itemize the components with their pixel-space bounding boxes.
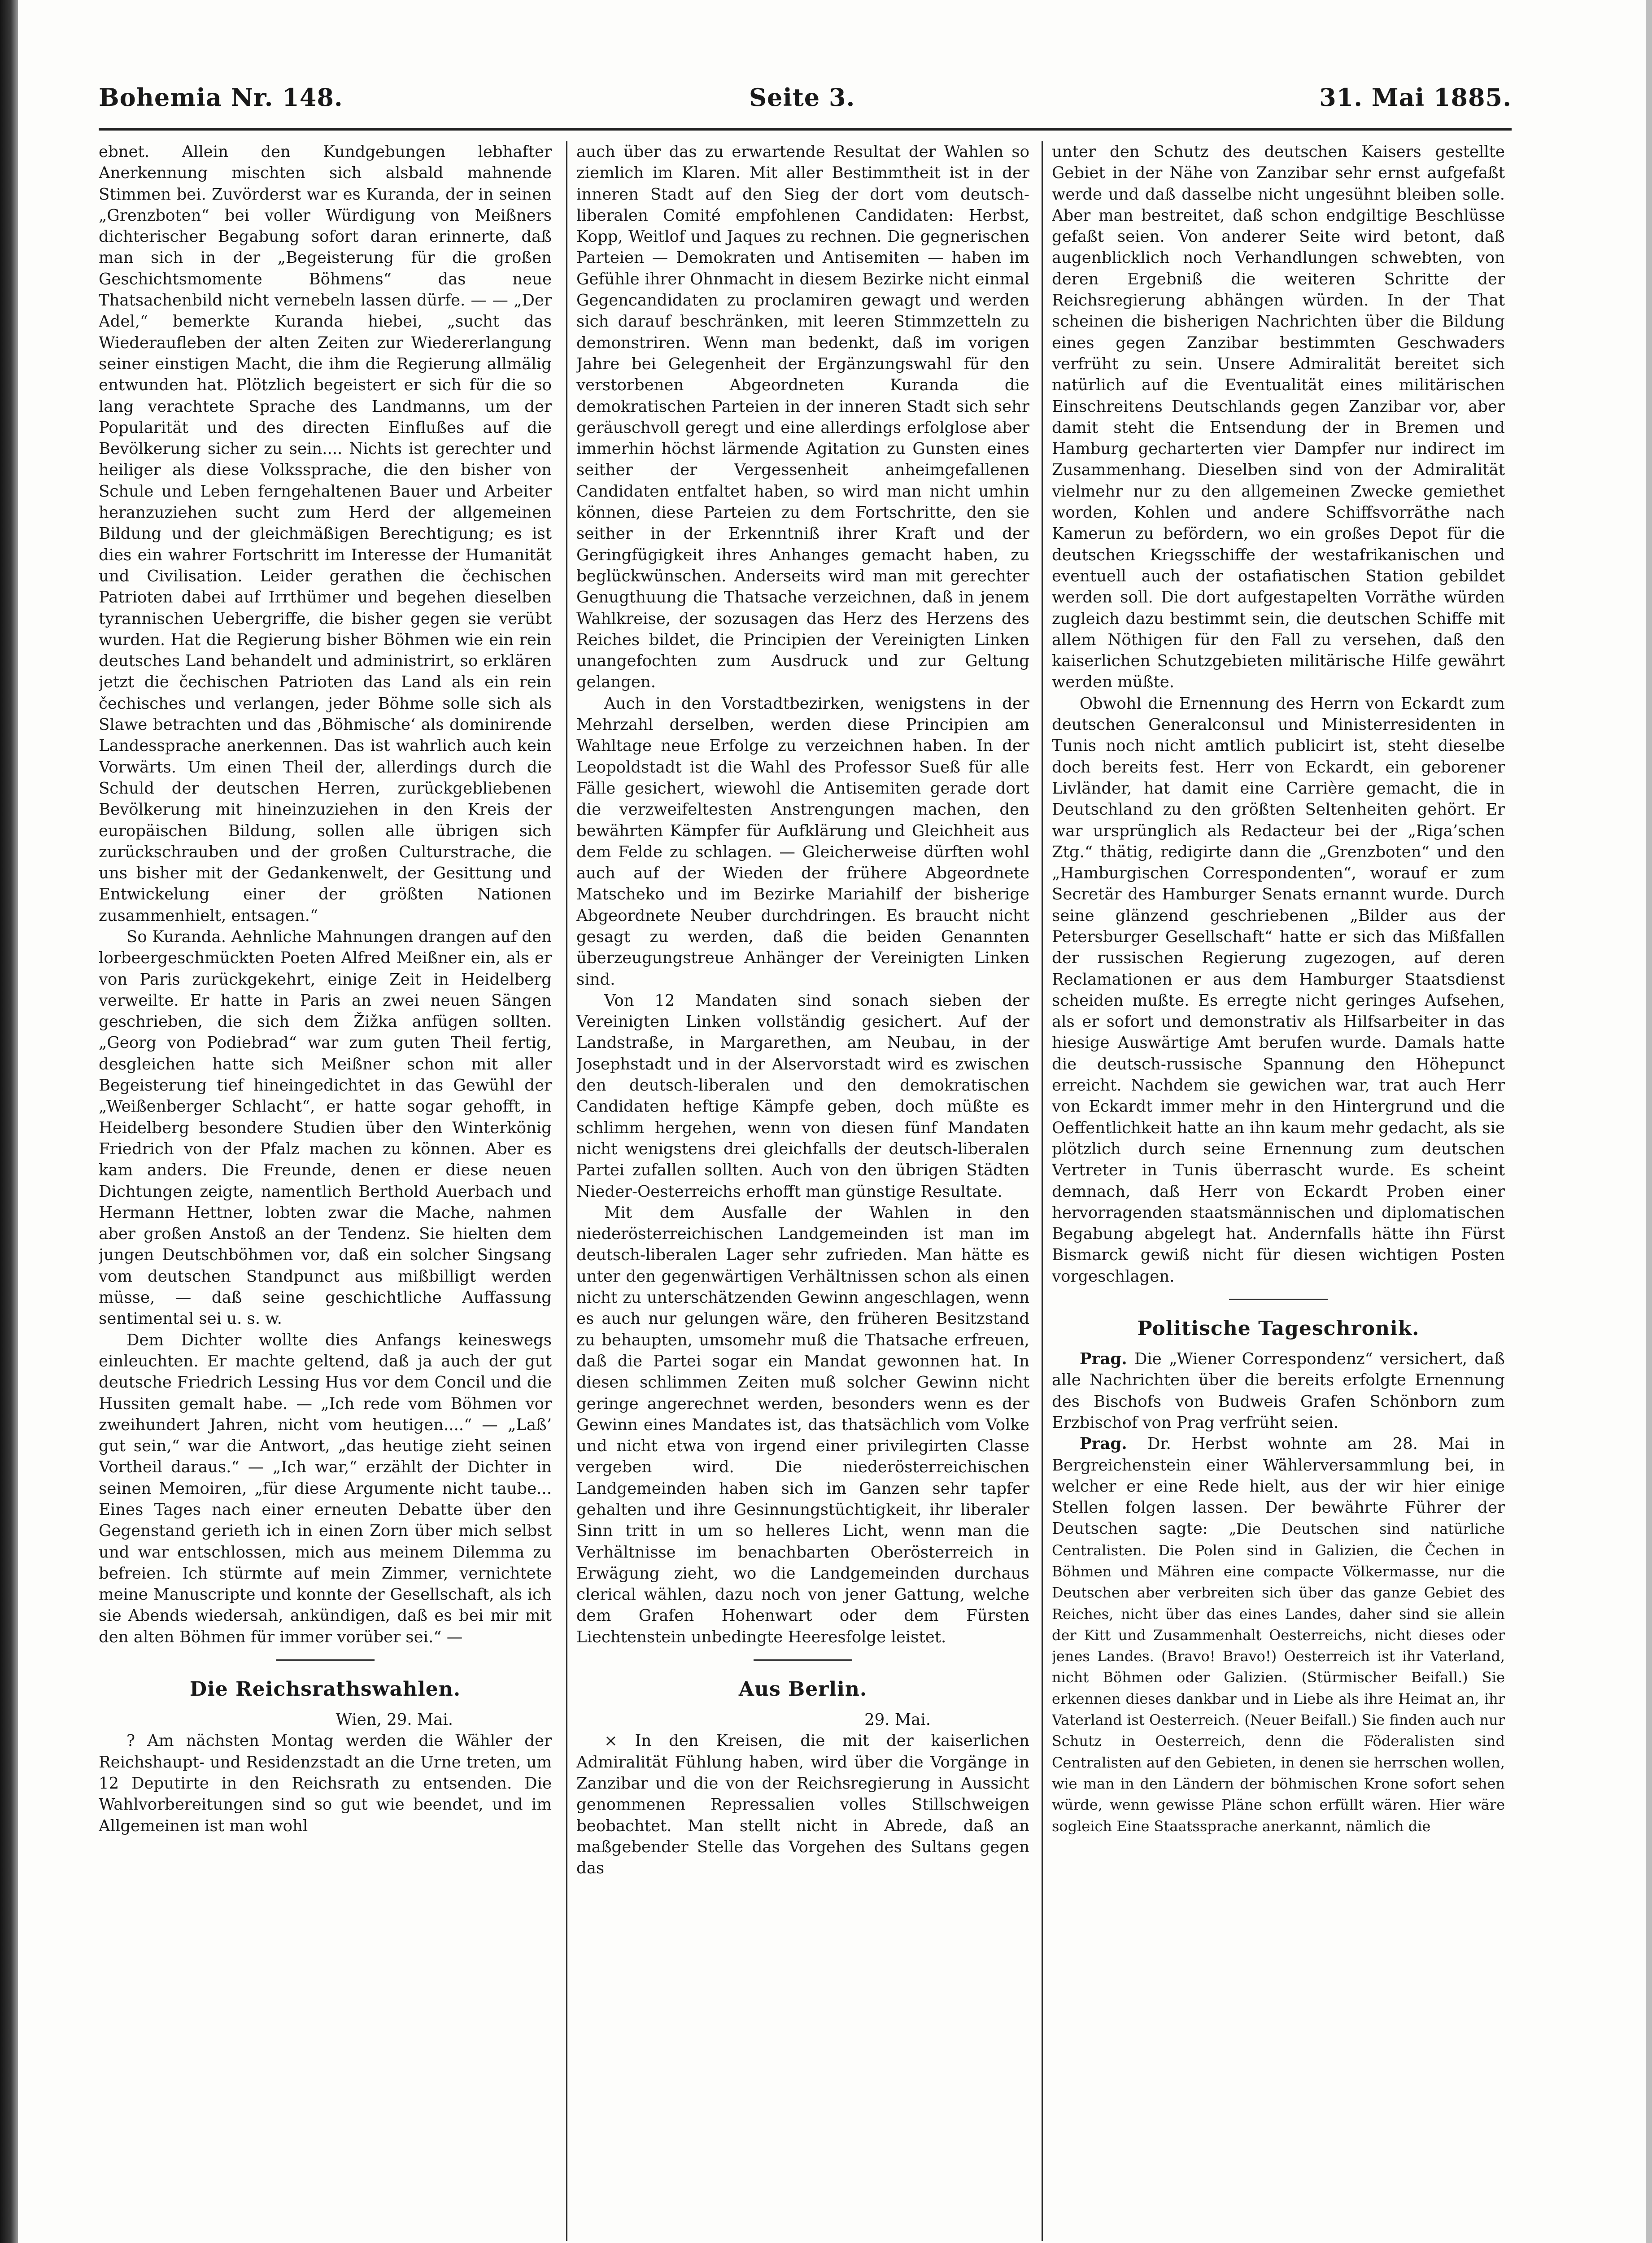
section-heading: Die Reichsrathswahlen. (189, 1678, 461, 1701)
article-paragraph: unter den Schutz des deutschen Kaisers gestellte Gebiet in der Nähe von Zanzibar sehr ernst aufgefaßt werde und daß dasselbe nicht ungesühnt bleiben solle. Aber man bestreitet, daß schon endgiltige Beschlüsse gefaßt seien. Von anderer Seite wird betont, daß augenblicklich noch Verhandlungen schwebten, von deren Ergebniß die weiteren Schritte der Reichsregierung abhängen würden. In der That scheinen die bisherigen Nachrichten über die Bildung eines gegen Zanzibar bestimmten Geschwaders verfrüht zu sein. Unsere Admiralität bereitet sich natürlich auf die Eventualität eines militärischen Einschreitens Deutschlands gegen Zanzibar vor, aber damit steht die Entsendung der in Bremen und Hamburg gecharterten vier Dampfer nur indirect im Zusammenhang. Dieselben sind von der Admiralität vielmehr nur zu den allgemeinen Zwecke gemiethet worden, Kohlen und andere Schiffsvorräthe nach Kamerun zu befördern, wo ein großes Depot für die deutschen Kriegsschiffe der westafrikanischen und eventuell auch der ostafiatischen Station gebildet werden soll. Die dort aufgestapelten Vorräthe würden zugleich dazu bestimmt sein, die deutschen Schiffe mit allem Nöthigen für den Fall zu versehen, daß den kaiserlichen Schutzgebieten militärische Hilfe gewährt werden müßte. (1052, 143, 1505, 692)
scan-edge-right (1646, 0, 1652, 2243)
section-heading: Politische Tageschronik. (1137, 1317, 1420, 1340)
dateline: 29. Mai. (864, 1711, 931, 1729)
column-3 (1052, 141, 1505, 2243)
article-paragraph: ? Am nächsten Montag werden die Wähler der Reichshaupt- und Residenzstadt an die Urne treten, um 12 Deputirte in den Reichsrath zu entsenden. Die Wahlvorbereitungen sind so gut wie beendet, und im Allgemeinen ist man wohl (99, 1732, 552, 1835)
article-paragraph: auch über das zu erwartende Resultat der Wahlen so ziemlich im Klaren. Mit aller Bestimmtheit ist in der inneren Stadt auf den Sieg der dort vom deutsch-liberalen Comité empfohlenen Candidaten: Herbst, Kopp, Weitlof und Jaques zu rechnen. Die gegnerischen Parteien — Demokraten und Antisemiten — haben im Gefühle ihrer Ohnmacht in diesem Bezirke nicht einmal Gegencandidaten zu proclamiren gewagt und werden sich darauf beschränken, mit leeren Stimmzetteln zu demonstriren. Wenn man bedenkt, daß im vorigen Jahre bei Gelegenheit der Ergänzungswahl für den verstorbenen Abgeordneten Kuranda die demokratischen Parteien in der inneren Stadt sich sehr geräuschvoll geregt und eine allerdings erfolglose aber immerhin höchst lärmende Agitation zu Gunsten eines seither der Vergessenheit anheimgefallenen Candidaten entfaltet haben, so wird man nicht umhin können, diese Parteien zu dem Fortschritte, den sie seither in der Erkenntniß ihrer Kraft und der Geringfügigkeit ihres Anhanges gemacht haben, zu beglückwünschen. Anderseits wird man mit gerechter Genugthuung die Thatsache verzeichnen, daß in jenem Wahlkreise, der sozusagen das Herz des Herzens des Reiches bildet, die Principien der Vereinigten Linken unangefochten zum Ausdruck und zur Geltung gelangen. (576, 143, 1029, 692)
article-paragraph: So Kuranda. Aehnliche Mahnungen drangen auf den lorbeergeschmückten Poeten Alfred Meißner ein, als er von Paris zurückgekehrt, einige Zeit in Heidelberg verweilte. Er hatte in Paris an zwei neuen Sängen geschrieben, die sich dem Žižka anfügen sollten. „Georg von Podiebrad“ war zum guten Theil fertig, desgleichen hatte sich Meißner schon mit aller Begeisterung tief hineingedichtet in das Gewühl der „Weißenberger Schlacht“, er hatte sogar gehofft, in Heidelberg besondere Studien über den Winterkönig Friedrich von der Pfalz machen zu können. Aber es kam anders. Die Freunde, denen er diese neuen Dichtungen zeigte, namentlich Berthold Auerbach und Hermann Hettner, lobten zwar die Mache, nahmen aber großen Anstoß an der Tendenz. Sie hielten dem jungen Deutschböhmen vor, daß ein solcher Singsang vom deutschen Standpunct aus mißbilligt werden müsse, — daß seine geschichtliche Auffassung sentimental sei u. s. w. (99, 927, 552, 1328)
article-paragraph (1052, 1433, 1505, 1837)
article-paragraph: Obwohl die Ernennung des Herrn von Eckardt zum deutschen Generalconsul und Ministerresidenten in Tunis noch nicht amtlich publicirt ist, steht dieselbe doch bereits fest. Herr von Eckardt, ein geborener Livländer, hat damit eine Carrière gemacht, die in Deutschland zu den größten Seltenheiten gehört. Er war ursprünglich als Redacteur bei der „Riga’schen Ztg.“ thätig, redigirte dann die „Grenzboten“ und den „Hamburgischen Correspondenten“, worauf er zum Secretär des Hamburger Senats ernannt wurde. Durch seine glänzend geschriebenen „Bilder aus der Petersburger Gesellschaft“ hatte er sich das Mißfallen der russischen Regierung zugezogen, auf deren Reclamationen er aus dem Hamburger Staatsdienst scheiden mußte. Es erregte nicht geringes Aufsehen, als er sofort und demonstrativ als Hilfsarbeiter in das hiesige Auswärtige Amt berufen wurde. Damals hatte die deutsch-russische Spannung den Höhepunct erreicht. Nachdem sie gewichen war, trat auch Herr von Eckardt immer mehr in den Hintergrund und die Oeffentlichkeit hatte an ihn kaum mehr gedacht, als sie plötzlich durch seine Ernennung zum deutschen Vertreter in Tunis überrascht wurde. Es scheint demnach, daß Herr von Eckardt Proben einer hervorragenden staatsmännischen und diplomatischen Begabung abgelegt hat. Andernfalls hätte ihn Fürst Bismarck gewiß nicht für diesen wichtigen Posten vorgeschlagen. (1052, 694, 1505, 1286)
section-divider (276, 1659, 375, 1661)
article-paragraph: Mit dem Ausfalle der Wahlen in den niederösterreichischen Landgemeinden ist man im deutsch-liberalen Lager sehr zufrieden. Man hätte es unter den gegenwärtigen Verhältnissen schon als einen nicht zu unterschätzenden Gewinn angeschlagen, wenn es auch nur gelungen wäre, den früheren Besitzstand zu behaupten, umsomehr muß die Thatsache erfreuen, daß die Partei sogar ein Mandat gewonnen hat. In diesen schlimmen Zeiten muß solcher Gewinn nicht geringe angerechnet werden, besonders wenn es der Gewinn eines Mandates ist, das thatsächlich vom Volke und nicht etwa von irgend einer privilegirten Classe vergeben wird. Die niederösterreichischen Landgemeinden haben sich im Ganzen sehr tapfer gehalten und ihre Gesinnungstüchtigkeit, ihr liberaler Sinn tritt in um so helleres Licht, wenn man die Verhältnisse im benachbarten Oberösterreich in Erwägung zieht, wo die Landgemeinden durchaus clerical wählen, dazu noch von jener Gattung, welche dem Grafen Hohenwart oder dem Fürsten Liechtenstein unbedingte Heeresfolge leistet. (576, 1203, 1029, 1646)
header-rule (99, 128, 1512, 131)
article-paragraph: Von 12 Mandaten sind sonach sieben der Vereinigten Linken vollständig gesichert. Auf der Landstraße, in Margarethen, am Neubau, in der Josephstadt und in der Alservorstadt wird es zwischen den deutsch-liberalen und den demokratischen Candidaten heftige Kämpfe geben, doch müßte es schlimm hergehen, wenn von diesen fünf Mandaten nicht wenigstens drei gleichfalls der deutsch-liberalen Partei zufallen sollten. Auch von den übrigen Städten Nieder-Oesterreichs erhofft man günstige Resultate. (576, 991, 1029, 1201)
article-paragraph: ebnet. Allein den Kundgebungen lebhafter Anerkennung mischten sich alsbald mahnende Stimmen bei. Zuvörderst war es Kuranda, der in seinen „Grenzboten“ bei voller Würdigung von Meißners dichterischer Begabung sofort daran erinnerte, daß man sich in der „Begeisterung für die großen Geschichtsmomente Böhmens“ das neue Thatsachenbild nicht vernebeln lassen dürfe. — — „Der Adel,“ bemerkte Kuranda hiebei, „sucht das Wiederaufleben der alten Zeiten zur Wiedererlangung seiner einstigen Macht, die ihm die Regierung allmälig entwunden hat. Plötzlich begeistert er sich für die so lang verachtete Sprache des Landmanns, um der Popularität und des directen Einflußes auf die Bevölkerung sicher zu sein.... Nichts ist gerechter und heiliger als diese Volkssprache, die den bisher von Schule und Leben ferngehaltenen Bauer und Arbeiter heranzuziehen sucht zum Herd der allgemeinen Bildung und der gleichmäßigen Berechtigung; es ist dies ein wahrer Fortschritt im Interesse der Humanität und Civilisation. Leider gerathen die čechischen Patrioten dabei auf Irrthümer und begehen dieselben tyrannischen Uebergriffe, die bisher gegen sie verübt wurden. Hat die Regierung bisher Böhmen wie ein rein deutsches Land behandelt und administrirt, so erklären jetzt die čechischen Patrioten das Land als ein rein čechisches und verlangen, jeder Böhme solle sich als Slawe betrachten und das ‚Böhmische‘ als dominirende Landessprache anerkennen. Das ist wahrlich auch kein Vorwärts. Um einen Theil der, allerdings durch die Schuld der deutschen Herren, zurückgebliebenen Bevölkerung mit hineinzuziehen in den Kreis der europäischen Bildung, sollen alle übrigen sich zurückschrauben und der großen Culturstrache, die uns bisher mit der Gedankenwelt, der Gesittung und Entwickelung einer der größten Nationen zusammenhielt, entsagen.“ (99, 143, 552, 925)
column-2 (576, 141, 1029, 2243)
article-paragraph: × In den Kreisen, die mit der kaiserlichen Admiralität Fühlung haben, wird über die Vorgänge in Zanzibar und die von der Reichsregierung in Aussicht genommenen Repressalien volles Stillschweigen beobachtet. Man stellt nicht in Abrede, daß an maßgebender Stelle das Vorgehen des Sultans gegen das (576, 1732, 1029, 1878)
place-lead: Prag. (1080, 1435, 1127, 1453)
news-item-text: Dr. Herbst wohnte am 28. Mai in Bergreichenstein einer Wählerversammlung bei, in welcher er eine Rede hielt, aus der wir hier einige Stellen folgen lassen. Der bewährte Führer der Deutschen sagte: (1052, 1435, 1505, 1538)
section-divider (1229, 1299, 1328, 1300)
column-divider (566, 141, 567, 2241)
speech-quote: „Die Deutschen sind natürliche Centralisten. Die Polen sind in Galizien, die Čechen in Böhmen und Mähren eine compacte Völkermasse, nur die Deutschen aber verbreiten sich über das ganze Gebiet des Reiches, nicht über das eines Landes, daher sind sie allein der Kitt und Zusammenhalt Oesterreichs, nicht dieses oder jenes Landes. (Bravo! Bravo!) Oesterreich ist ihr Vaterland, nicht Böhmen oder Galizien. (Stürmischer Beifall.) Sie erkennen dieses dankbar und in Liebe als ihre Heimat an, ihr Vaterland ist Oesterreich. (Neuer Beifall.) Sie finden auch nur Schutz in Oesterreich, denn die Föderalisten sind Centralisten auf den Gebieten, in denen sie herrschen wollen, wie man in den Ländern der böhmischen Krone sofort sehen würde, wenn gewisse Pläne schon erfüllt wären. Hier wäre sogleich Eine Staatssprache anerkannt, nämlich die (1052, 1520, 1505, 1835)
header-page-number: Seite 3. (749, 83, 855, 112)
page-header (99, 83, 1512, 123)
place-lead: Prag. (1080, 1350, 1127, 1369)
column-divider (1042, 141, 1043, 2241)
article-paragraph: Auch in den Vorstadtbezirken, wenigstens in der Mehrzahl derselben, werden diese Principien am Wahltage neue Erfolge zu verzeichnen haben. In der Leopoldstadt ist die Wahl des Professor Sueß für alle Fälle gesichert, wiewohl die Antisemiten gerade dort die verzweifeltesten Anstrengungen machen, den bewährten Kämpfer für Aufklärung und Gleichheit aus dem Felde zu schlagen. — Gleicherweise dürften wohl auch auf der Wieden der frühere Abgeordnete Matscheko und im Bezirke Mariahilf der bisherige Abgeordnete Neuber durchdringen. Es braucht nicht gesagt zu werden, daß die beiden Genannten überzeugungstreue Anhänger der Vereinigten Linken sind. (576, 694, 1029, 989)
column-1 (99, 141, 552, 2243)
article-paragraph: Dem Dichter wollte dies Anfangs keineswegs einleuchten. Er machte geltend, daß ja auch der gut deutsche Friedrich Lessing Hus vor dem Concil und die Hussiten gemalt habe. — „Ich rede vom Böhmen vor zweihundert Jahren, nicht vom heutigen....“ — „Laß’ gut sein,“ war die Antwort, „das heutige zieht seinen Vortheil daraus.“ — „Ich war,“ erzählt der Dichter in seinen Memoiren, „für diese Argumente nicht taube... Eines Tages nach einer erneuten Debatte über den Gegenstand gerieth ich in einen Zorn über mich selbst und war entschlossen, mich aus meinem Dilemma zu befreien. Ich stürmte auf mein Zimmer, vernichtete meine Manuscripte und konnte der Gesellschaft, als ich sie Abends wiedersah, ankündigen, daß es bei mir mit den alten Böhmen für immer vorüber sei.“ — (99, 1331, 552, 1646)
article-paragraph (1052, 1348, 1505, 1433)
scan-edge-left (0, 0, 18, 2243)
section-heading: Aus Berlin. (738, 1678, 867, 1701)
dateline: Wien, 29. Mai. (336, 1711, 453, 1729)
header-issue: Bohemia Nr. 148. (99, 83, 343, 112)
section-divider (754, 1659, 852, 1661)
news-item-text: Die „Wiener Correspondenz“ versichert, daß alle Nachrichten über die bereits erfolgte Ernennung des Bischofs von Budweis Grafen Schönborn zum Erzbischof von Prag verfrüht seien. (1052, 1350, 1505, 1432)
header-date: 31. Mai 1885. (1319, 83, 1512, 112)
